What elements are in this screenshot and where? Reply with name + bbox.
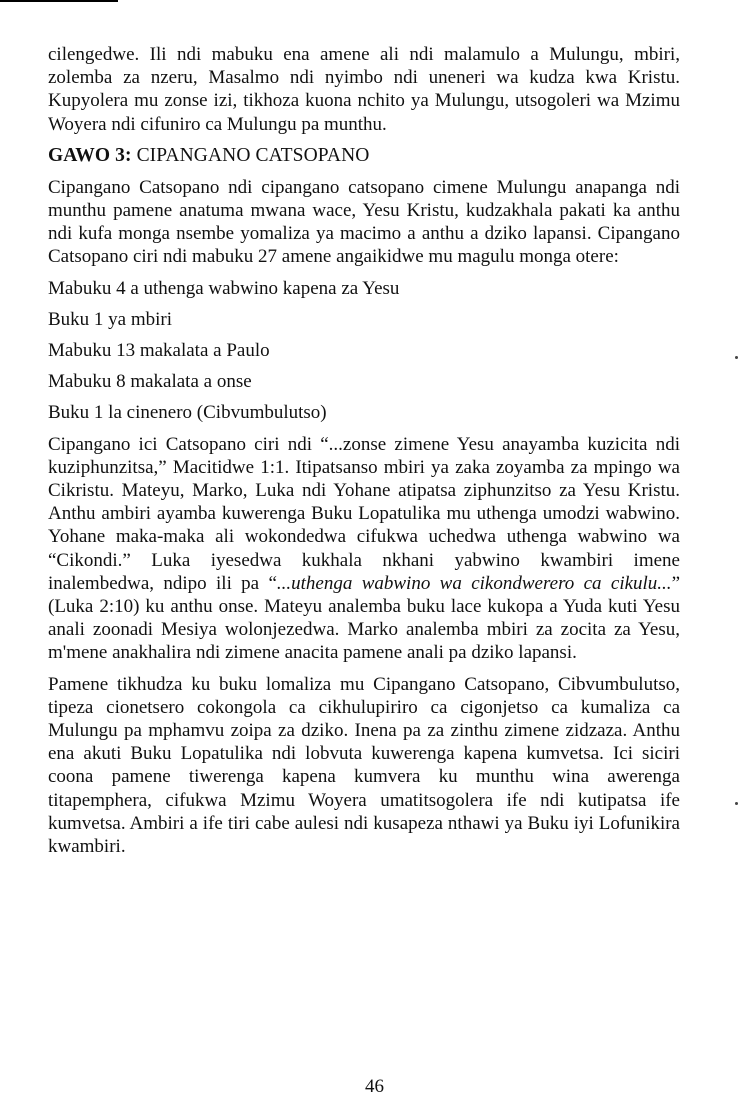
section-heading	[48, 144, 680, 168]
book-group-item: Buku 1 la cinenero (Cibvumbulutso)	[48, 402, 327, 424]
book-group-item: Buku 1 ya mbiri	[48, 308, 173, 330]
section-heading-title: CIPANGANO CATSOPANO	[136, 144, 370, 166]
scan-speck	[735, 802, 738, 805]
gospels-paragraph	[48, 433, 680, 665]
section-intro-paragraph: Cipangano Catsopano ndi cipangano catsopano cimene Mulungu anapanga ndi munthu pamene anatuma mwana wace, Yesu Kristu, kudzakhala pakati ka anthu ndi kufa monga nsembe yomaliza ya macimo a anthu a dziko lapansi. Cipangano Catsopano ciri ndi mabuku 27 amene angaikidwe mu magulu monga otere:	[48, 176, 680, 268]
gospels-quote-italic: ...uthenga wabwino wa cikondwerero ca cikulu...	[276, 572, 672, 594]
gospels-text-start: Cipangano ici Catsopano ciri ndi “...zonse zimene Yesu anayamba kuzicita ndi kuziphunzitsa,” Macitidwe 1:1. Itipatsanso mbiri ya zaka zoyamba za mpingo wa Cikristu. Mateyu, Marko, Luka ndi Yohane atipatsa ziphunzitso za Yesu Kristu. Anthu ambiri ayamba kuwerenga Buku Lopatulika mu uthenga umodzi wabwino. Yohane maka-maka ali wokondedwa cifukwa uchedwa uthenga wabwino wa “Cikondi.” Luka iyesedwa kukhala nkhani yabwino kwambiri imene inalembedwa, ndipo ili pa “	[48, 433, 680, 594]
intro-paragraph: cilengedwe. Ili ndi mabuku ena amene ali ndi malamulo a Mulungu, mbiri, zolemba za nzeru, Masalmo ndi nyimbo ndi uneneri wa kudza kwa Kristu. Kupyolera mu zonse izi, tikhoza kuona nchito ya Mulungu, utsogoleri wa Mzimu Woyera ndi cifuniro ca Mulungu pa munthu.	[48, 44, 680, 135]
book-group-item: Mabuku 4 a uthenga wabwino kapena za Yesu	[48, 277, 400, 299]
book-group-item: Mabuku 13 makalata a Paulo	[48, 340, 270, 362]
book-group-item: Mabuku 8 makalata a onse	[48, 371, 252, 393]
top-rule	[0, 0, 118, 2]
gospels-text-end: ” (Luka 2:10) ku anthu onse. Mateyu analemba buku lace kukopa a Yuda kuti Yesu anali zoonadi Mesiya wolonjezedwa. Marko analemba mbiri za zocita za Yesu, m'mene anakhalira ndi zimene anacita pamene anali pa dziko lapansi.	[48, 572, 680, 664]
page-number: 46	[365, 1076, 384, 1097]
closing-paragraph: Pamene tikhudza ku buku lomaliza mu Cipangano Catsopano, Cibvumbulutso, tipeza cionetsero cokongola ca cikhulupiriro ca cigonjetso ca kumaliza ca Mulungu pa mphamvu zoipa za dziko. Inena pa za zinthu zimene zidzaza. Anthu ena akuti Buku Lopatulika ndi lobvuta kuwerenga kapena kumvetsa. Ici siciri coona pamene tiwerenga kapena kumvera ku munthu wina awerenga titapemphera, cifukwa Mzimu Woyera umatitsogolera ife ndi kutipatsa ife kumvetsa. Ambiri a ife tiri cabe aulesi ndi kusapeza nthawi ya Buku iyi Lofunikira kwambiri.	[48, 673, 680, 858]
scan-speck	[735, 356, 738, 359]
page-body	[48, 43, 680, 866]
section-heading-number: GAWO 3:	[48, 144, 132, 166]
